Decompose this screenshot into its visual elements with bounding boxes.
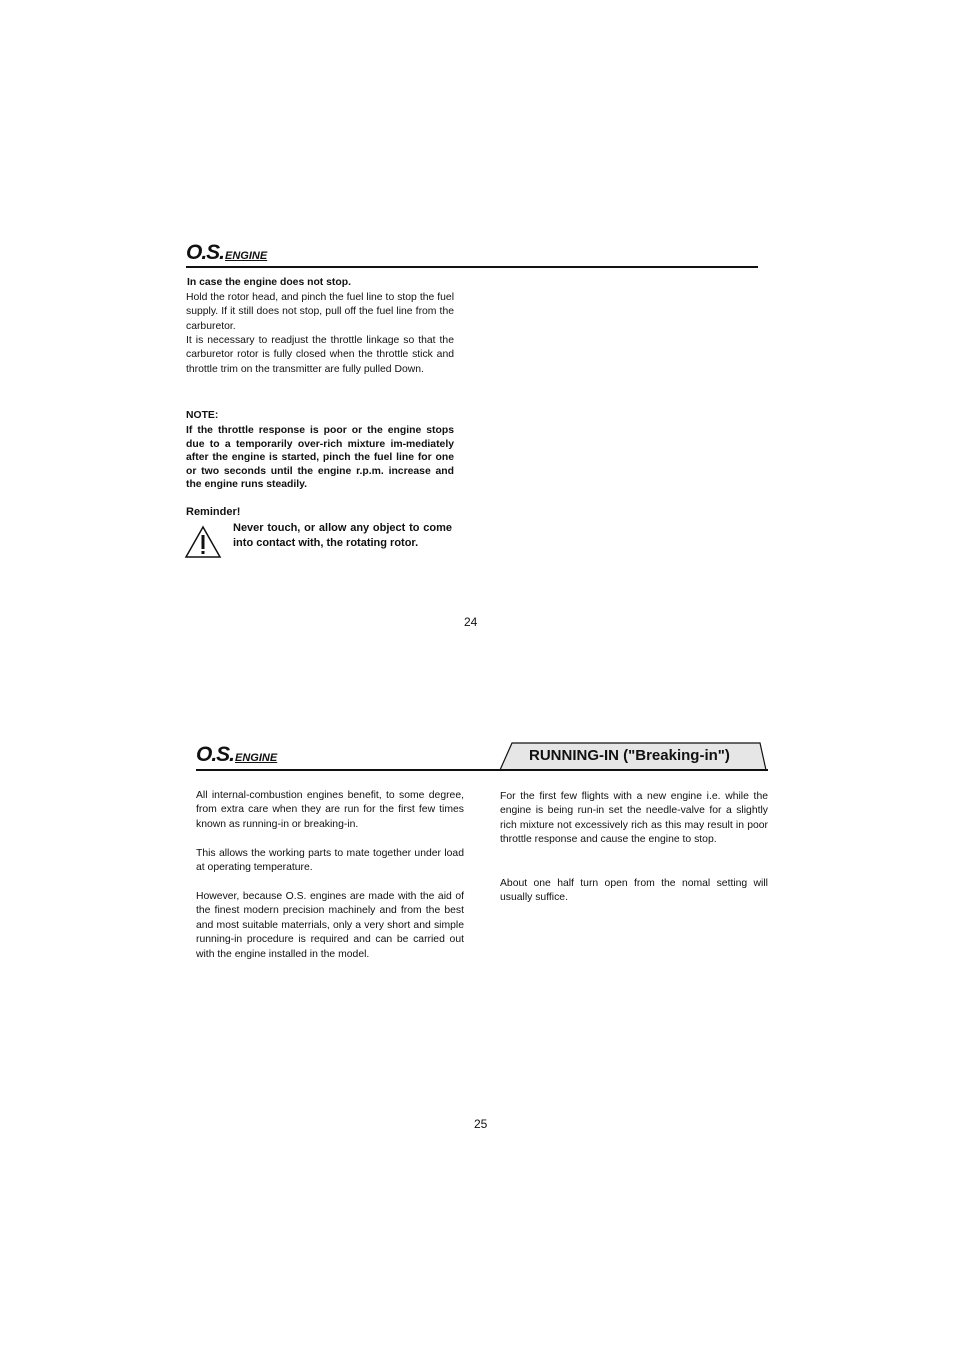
section-title-tab [498, 742, 768, 771]
page-number: 24 [464, 615, 478, 629]
paragraph: About one half turn open from the nomal setting will usually suffice. [500, 878, 768, 904]
page-number: 25 [474, 1117, 488, 1131]
os-engine-logo [186, 242, 267, 264]
note-text: If the throttle response is poor or the engine stops due to a temporarily over-rich mixture im-mediately after the engine is started, pinch the fuel line for one or two seconds until the engine r.p.m. increase and the engine runs steadily. [186, 425, 454, 491]
paragraph: It is necessary to readjust the throttle linkage so that the carburetor rotor is fully closed when the throttle stick and throttle trim on the transmitter are fully pulled Down. [186, 335, 454, 375]
os-engine-logo [196, 744, 277, 766]
note-label: NOTE: [186, 410, 219, 421]
logo-engine-text: ENGINE [225, 250, 268, 262]
paragraph: All internal-combustion engines benefit, to some degree, from extra care when they are run for the first few times known as running-in or breaking-in. [196, 790, 464, 830]
paragraph: Hold the rotor head, and pinch the fuel line to stop the fuel supply. If it still does not stop, pull off the fuel line from the carburetor. [186, 292, 454, 332]
paragraph: However, because O.S. engines are made with the aid of the finest modern precision machinely and from the best and most suitable materrials, only a very short and simple running-in procedure is required and can be carried out with the engine installed in the model. [196, 891, 464, 960]
paragraph: For the first few flights with a new engine i.e. while the engine is being run-in set the needle-valve for a slightly rich mixture not excessively rich as this may result in poor throttle response and cause the engine to stop. [500, 791, 768, 846]
section-title: RUNNING-IN ("Breaking-in") [529, 747, 730, 764]
header-rule [196, 769, 768, 771]
header-rule [186, 266, 758, 268]
paragraph: This allows the working parts to mate together under load at operating temperature. [196, 848, 464, 874]
logo-os-text: O.S. [196, 743, 235, 766]
logo-os-text: O.S. [186, 241, 225, 264]
reminder-label: Reminder! [186, 506, 241, 518]
logo-engine-text: ENGINE [235, 752, 278, 764]
reminder-text: Never touch, or allow any object to come into contact with, the rotating rotor. [233, 522, 452, 549]
section-heading: In case the engine does not stop. [187, 277, 351, 288]
warning-triangle-icon [184, 525, 222, 559]
